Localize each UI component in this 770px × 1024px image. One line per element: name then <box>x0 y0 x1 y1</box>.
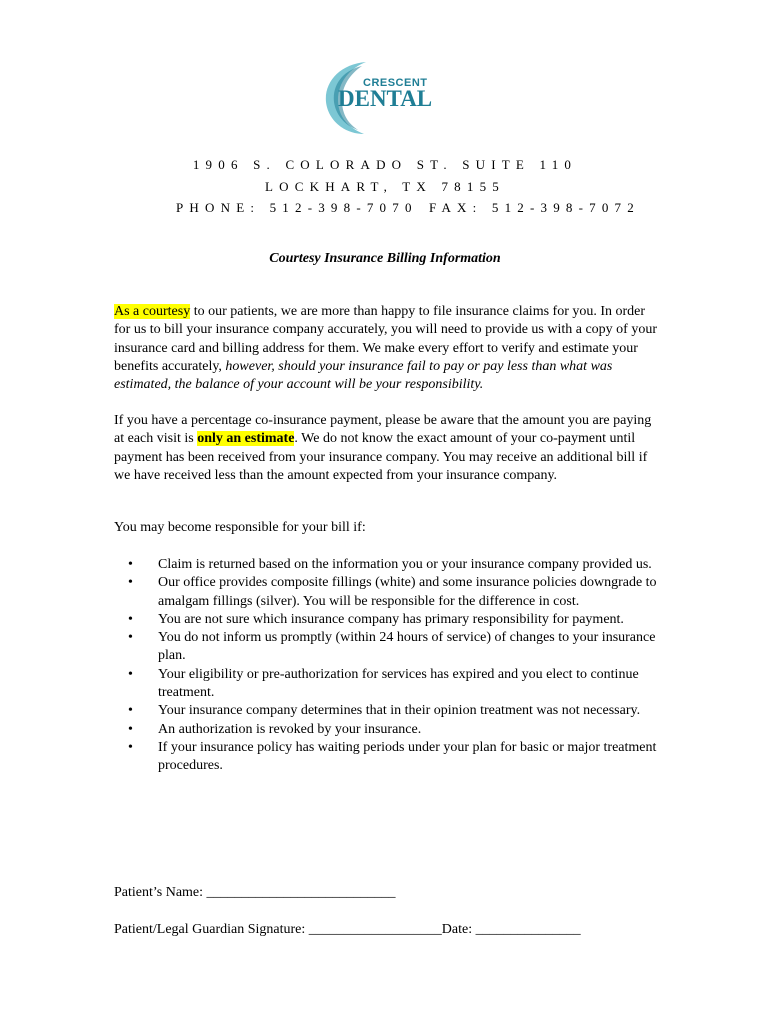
signature-field[interactable] <box>114 922 581 938</box>
crescent-logo-graphic <box>318 58 453 136</box>
patient-name-tail: _____ <box>360 885 396 900</box>
bullet-icon: • <box>128 575 133 591</box>
bullet-icon: • <box>128 630 133 646</box>
address-city: LOCKHART, TX 78155 <box>265 179 505 194</box>
list-item: • An authorization is revoked by your insurance. <box>114 721 659 739</box>
crescent-dental-logo <box>318 58 453 136</box>
list-item: • You are not sure which insurance company has primary responsibility for payment. <box>114 611 659 629</box>
courtesy-paragraph <box>114 303 659 394</box>
bullet-icon: • <box>128 557 133 572</box>
bullet-icon: • <box>128 666 133 682</box>
list-item: • If your insurance policy has waiting periods under your plan for basic or major treatment procedures. <box>128 739 657 774</box>
fax-number: FAX: 512-398-7072 <box>429 200 640 215</box>
list-item: • Claim is returned based on the information you or your insurance company provided us. <box>114 556 659 574</box>
bullet-icon: • <box>128 703 133 719</box>
responsibility-list <box>114 556 659 776</box>
courtesy-highlight: As a courtesy <box>114 304 191 319</box>
coinsurance-text-before: If you have a percentage co-insurance payment, please be aware that the amount you are paying at each visit is <box>114 413 652 447</box>
responsibility-italic: however, should your insurance fail to pay or pay less than what was estimated, the balance of your account will be your responsibility. <box>114 358 613 393</box>
list-item: • Our office provides composite fillings (white) and some insurance policies downgrade to amalgam fillings (silver). You will be responsible for the difference in cost. <box>128 575 657 609</box>
courtesy-text: to our patients, we are more than happy to file insurance claims for you. In order for us to bill your insurance company accurately, you will need to provide us with a copy of your insurance card and billing address for them. We make every effort to verify and estimate your benefits accurately, <box>114 304 658 374</box>
responsible-intro: You may become responsible for your bill if: <box>114 520 366 535</box>
signature-label: Patient/Legal Guardian Signature: ___________________ <box>114 922 442 937</box>
bullet-icon: • <box>128 721 133 737</box>
list-item: • You do not inform us promptly (within 24 hours of service) of changes to your insurance plan. <box>128 630 656 664</box>
coinsurance-paragraph <box>114 412 659 485</box>
logo-bottom-text: DENTAL <box>338 86 433 111</box>
bullet-icon: • <box>128 739 133 755</box>
address-street: 1906 S. COLORADO ST. SUITE 110 <box>192 157 578 172</box>
patient-name-field[interactable] <box>114 885 396 901</box>
estimate-highlight: only an estimate <box>197 431 295 447</box>
date-label: Date: _______________ <box>441 922 581 937</box>
phone-number: PHONE: 512-398-7070 <box>176 200 418 215</box>
list-item: • Your insurance company determines that in their opinion treatment was not necessary. <box>114 702 659 720</box>
list-item: • Your eligibility or pre-authorization for services has expired and you elect to continue treatment. <box>128 666 639 701</box>
logo-top-text: CRESCENT <box>363 77 428 89</box>
bullet-icon: • <box>128 611 133 627</box>
page-title: Courtesy Insurance Billing Information <box>269 251 501 266</box>
patient-name-label: Patient’s Name: ______________________ <box>114 885 361 900</box>
coinsurance-text-after: . We do not know the exact amount of your co-payment until payment has been received from your insurance company. You may receive an additional bill if we have received less than the amount expected from your insurance company. <box>114 431 648 483</box>
